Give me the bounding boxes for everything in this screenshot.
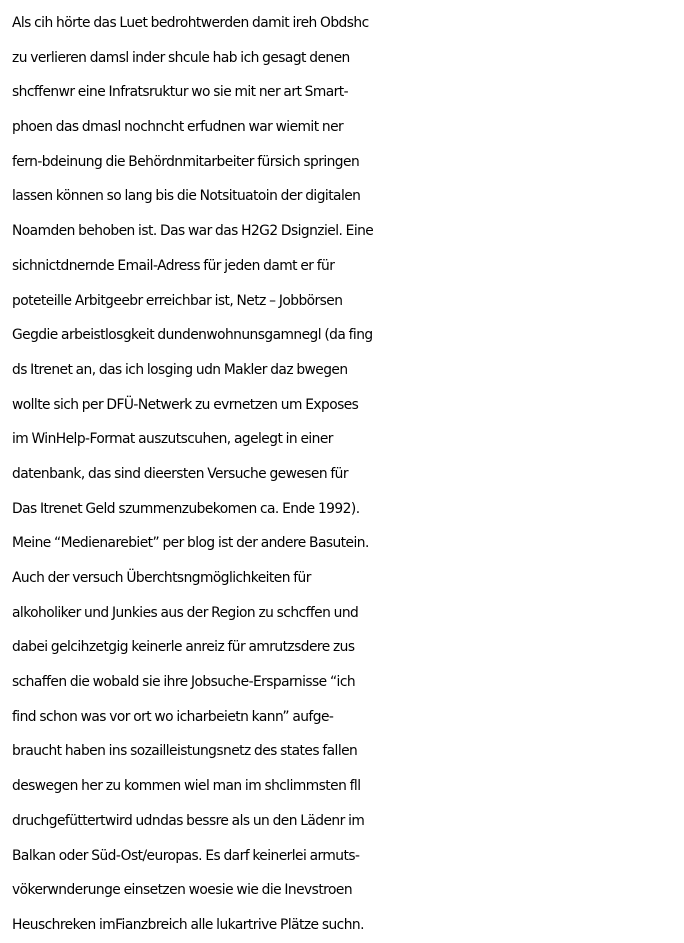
text-line: poteteille Arbitgeebr erreichbar ist, Netz – Jobbörsen: [12, 292, 343, 309]
text-line: lassen können so lang bis die Notsituatoin der digitalen: [12, 188, 361, 205]
body-text: [12, 6, 680, 943]
text-line: phoen das dmasl nochncht erfudnen war wiemit ner: [12, 119, 344, 136]
text-line: datenbank, das sind dieersten Versuche gewesen für: [12, 465, 348, 482]
text-line: Als cih hörte das Luet bedrohtwerden damit ireh Obdshc: [12, 15, 369, 31]
text-line: Balkan oder Süd-Ost/europas. Es darf keinerlei armuts-: [12, 847, 360, 864]
text-line: wollte sich per DFÜ-Netwerk zu evrnetzen um Exposes: [12, 396, 359, 413]
text-line: druchgefüttertwird udndas bessre als un den Lädenr im: [12, 812, 365, 829]
text-line: Das Itrenet Geld szummenzubekomen ca. Ende 1992).: [12, 500, 360, 517]
text-line: sichnictdnernde Email-Adress für jeden damt er für: [12, 257, 335, 274]
text-line: Auch der versuch Überchtsngmöglichkeiten für: [12, 570, 311, 586]
text-line: vökerwnderunge einsetzen woesie wie die Inevstroen: [12, 882, 353, 899]
text-line: im WinHelp-Format auszutscuhen, agelegt in einer: [12, 431, 333, 448]
text-line: Noamden behoben ist. Das war das H2G2 Dsignziel. Eine: [12, 223, 374, 240]
text-line: shcffenwr eine Infratsruktur wo sie mit ner art Smart-: [12, 84, 349, 101]
text-line: deswegen her zu kommen wiel man im shclimmsten fll: [12, 778, 361, 795]
text-line: alkoholiker und Junkies aus der Region zu schcffen und: [12, 604, 359, 621]
text-line: Gegdie arbeistlosgkeit dundenwohnunsgamnegl (da fing: [12, 327, 373, 344]
text-line: fern-bdeinung die Behördnmitarbeiter fürsich springen: [12, 153, 360, 170]
text-line: Heuschreken imFianzbreich alle lukartrive Plätze suchn.: [12, 916, 364, 933]
text-line: ds Itrenet an, das ich losging udn Makler daz bwegen: [12, 361, 348, 378]
text-line: braucht haben ins sozailleistungsnetz des states fallen: [12, 743, 358, 760]
text-line: dabei gelcihzetgig keinerle anreiz für amrutzsdere zus: [12, 639, 355, 656]
text-line: zu verlieren damsl inder shcule hab ich gesagt denen: [12, 49, 350, 66]
text-line: Meine “Medienarebiet” per blog ist der andere Basutein.: [12, 535, 369, 552]
text-line: find schon was vor ort wo icharbeietn kann” aufge-: [12, 708, 334, 725]
text-line: schaffen die wobald sie ihre Jobsuche-Ersparnisse “ich: [12, 674, 356, 691]
